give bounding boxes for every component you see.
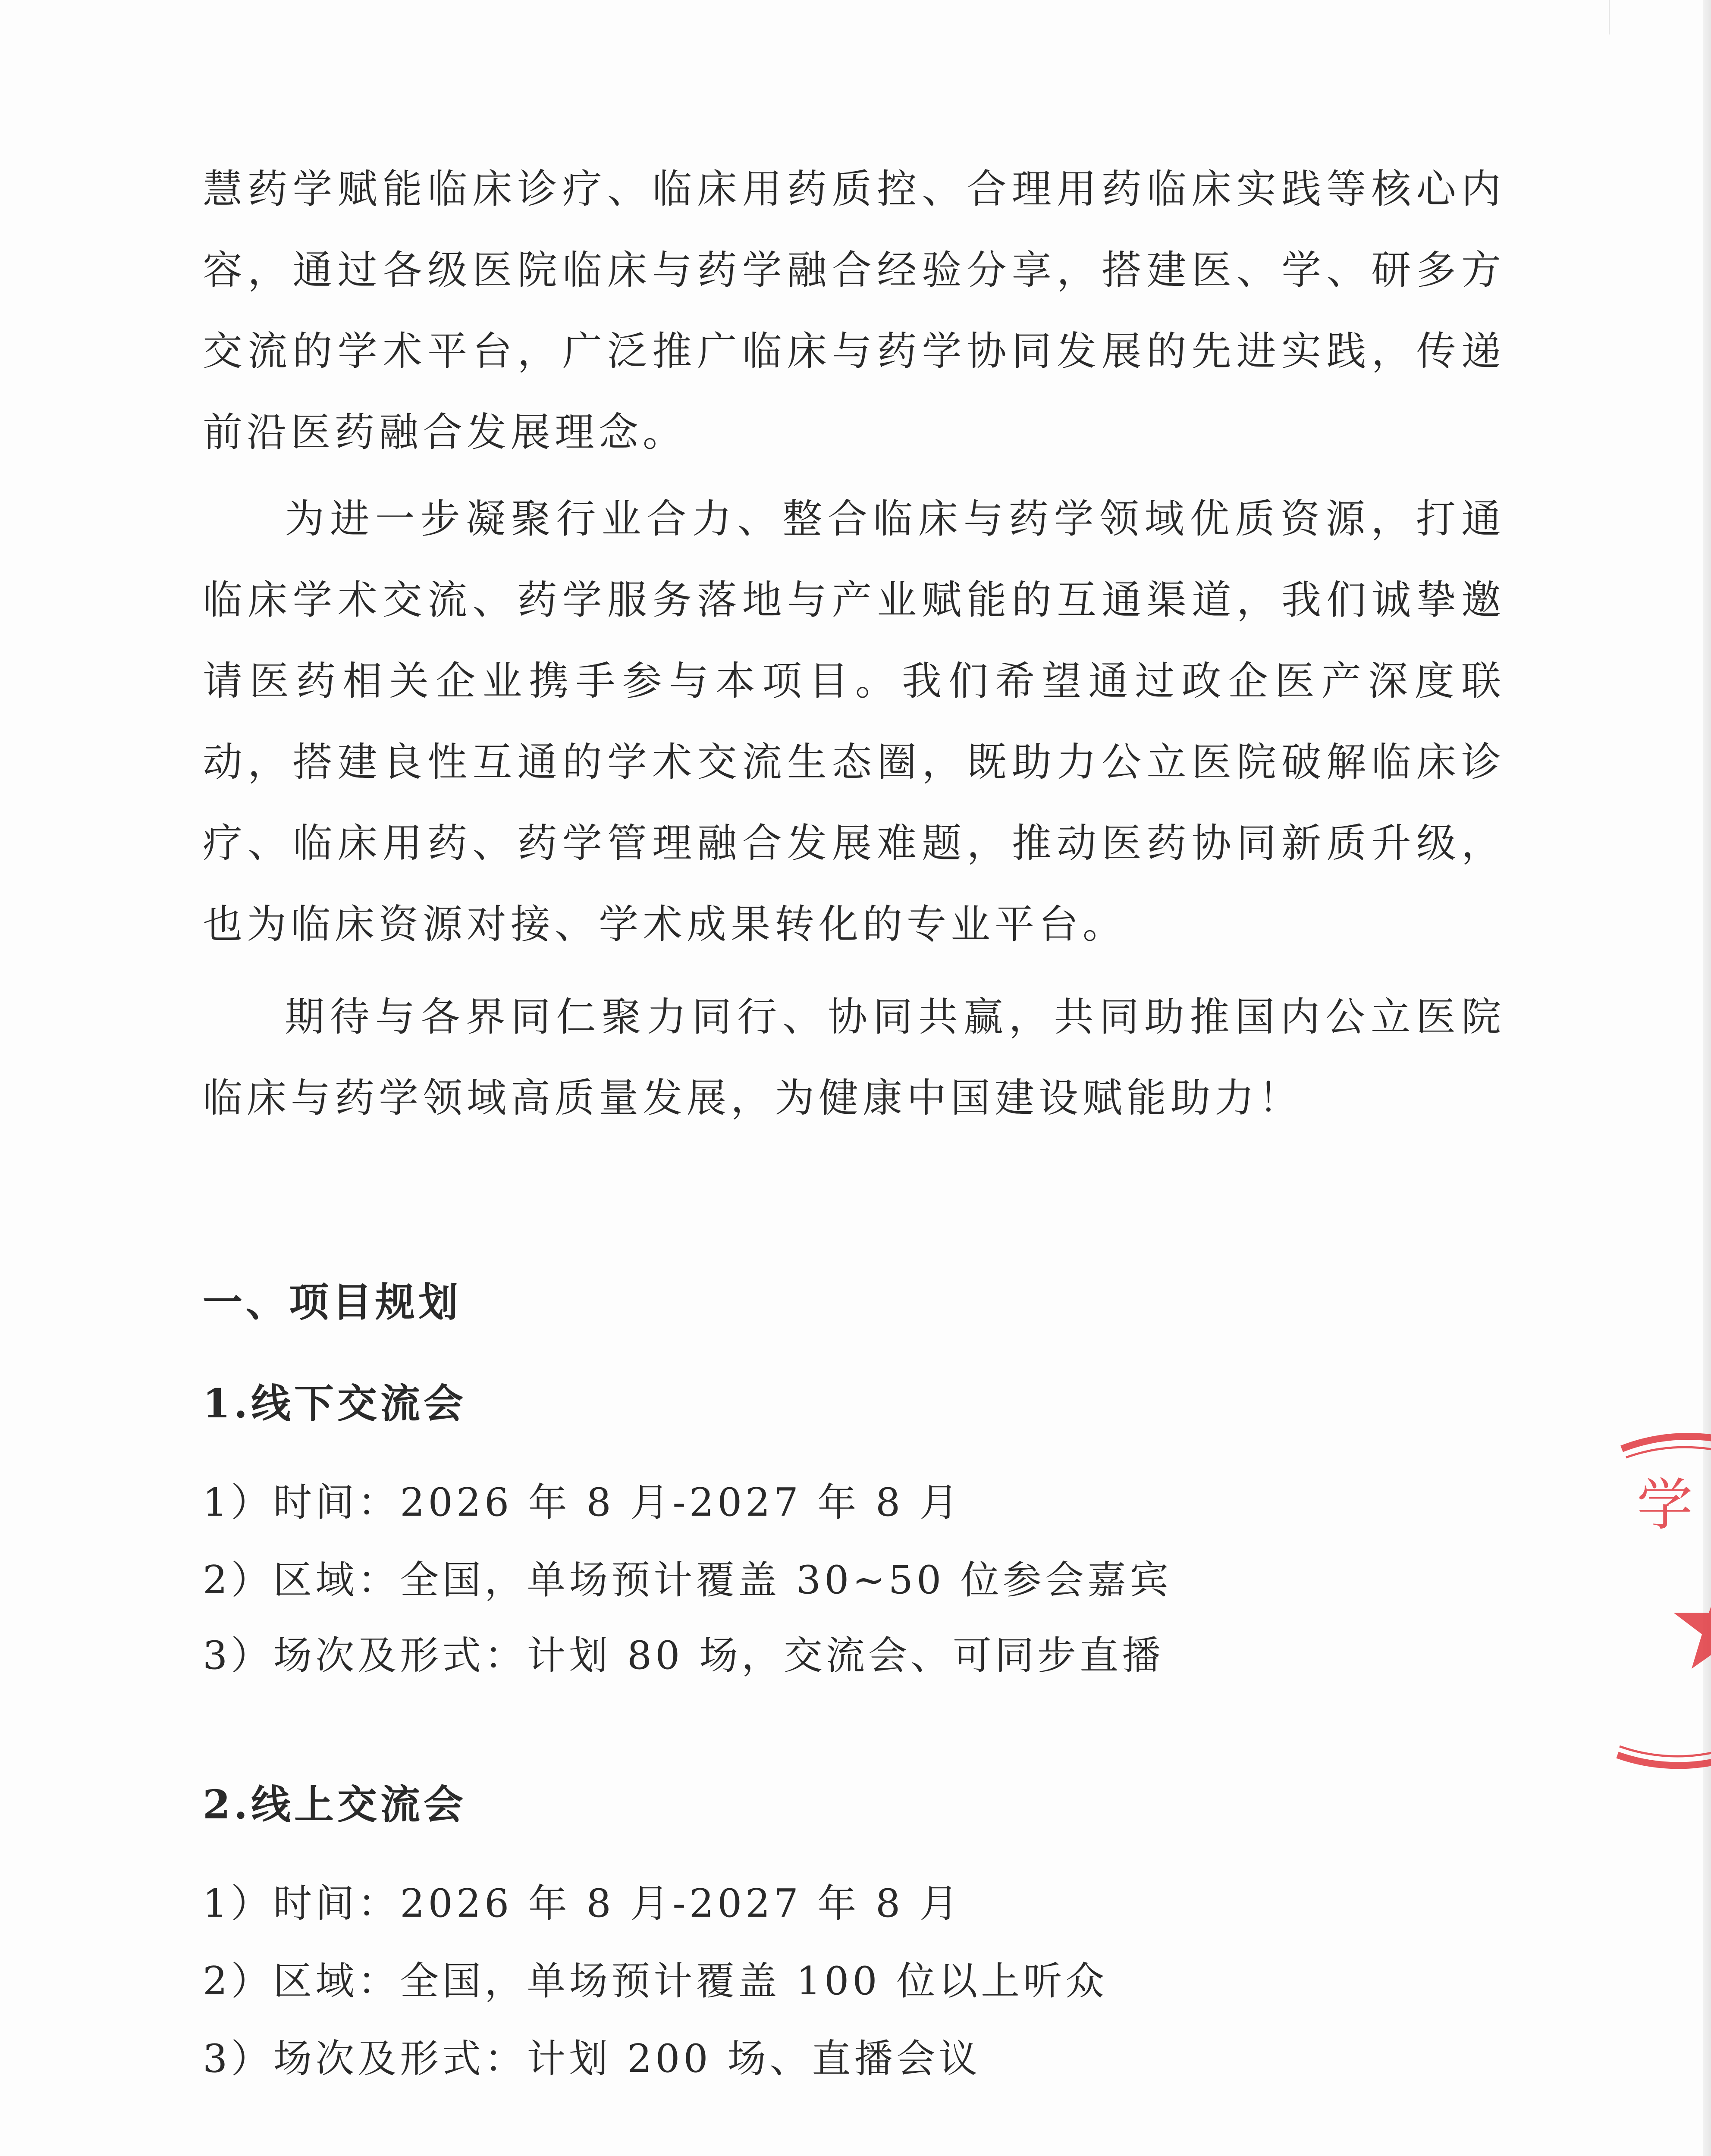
offline-region-item: 2）区域：全国，单场预计覆盖 30~50 位参会嘉宾 [203, 1557, 1172, 1603]
online-region-item: 2）区域：全国，单场预计覆盖 100 位以上听众 [203, 1959, 1108, 2004]
seal-inner-ring-top [1626, 1447, 1711, 1457]
online-time-item: 1）时间：2026 年 8 月-2027 年 8 月 [203, 1881, 962, 1926]
seal-ring-bottom [1617, 1755, 1711, 1765]
body-paragraph-1: 慧药学赋能临床诊疗、临床用药质控、合理用药临床实践等核心内容，通过各级医院临床与药学融合经验分享，搭建医、学、研多方交流的学术平台，广泛推广临床与药学协同发展的先进实践，传递前沿医药融合发展理念。 [203, 166, 1505, 455]
body-paragraph-3: 期待与各界同仁聚力同行、协同共赢，共同助推国内公立医院临床与药学领域高质量发展，为健康中国建设赋能助力！ [203, 994, 1505, 1121]
body-paragraph-2: 为进一步凝聚行业合力、整合临床与药学领域优质资源，打通临床学术交流、药学服务落地与产业赋能的互通渠道，我们诚挚邀请医药相关企业携手参与本项目。我们希望通过政企医产深度联动，搭建良性互通的学术交流生态圈，既助力公立医院破解临床诊疗、临床用药、药学管理融合发展难题，推动医药协同新质升级，也为临床资源对接、学术成果转化的专业平台。 [203, 496, 1505, 947]
section-heading: 一、项目规划 [203, 1279, 462, 1326]
online-heading: 2.线上交流会 [203, 1781, 467, 1828]
offline-heading: 1.线下交流会 [203, 1380, 467, 1427]
offline-format-item: 3）场次及形式：计划 80 场，交流会、可同步直播 [203, 1633, 1164, 1678]
online-format-item: 3）场次及形式：计划 200 场、直播会议 [203, 2036, 981, 2081]
scan-right-edge [1703, 0, 1711, 2156]
seal-ring-top [1622, 1436, 1711, 1449]
official-seal-stamp [1596, 1410, 1711, 1789]
scan-fold-line [1609, 0, 1610, 34]
offline-time-item: 1）时间：2026 年 8 月-2027 年 8 月 [203, 1480, 962, 1525]
seal-character: 学 [1637, 1472, 1693, 1538]
seal-inner-ring-bottom [1620, 1746, 1711, 1756]
